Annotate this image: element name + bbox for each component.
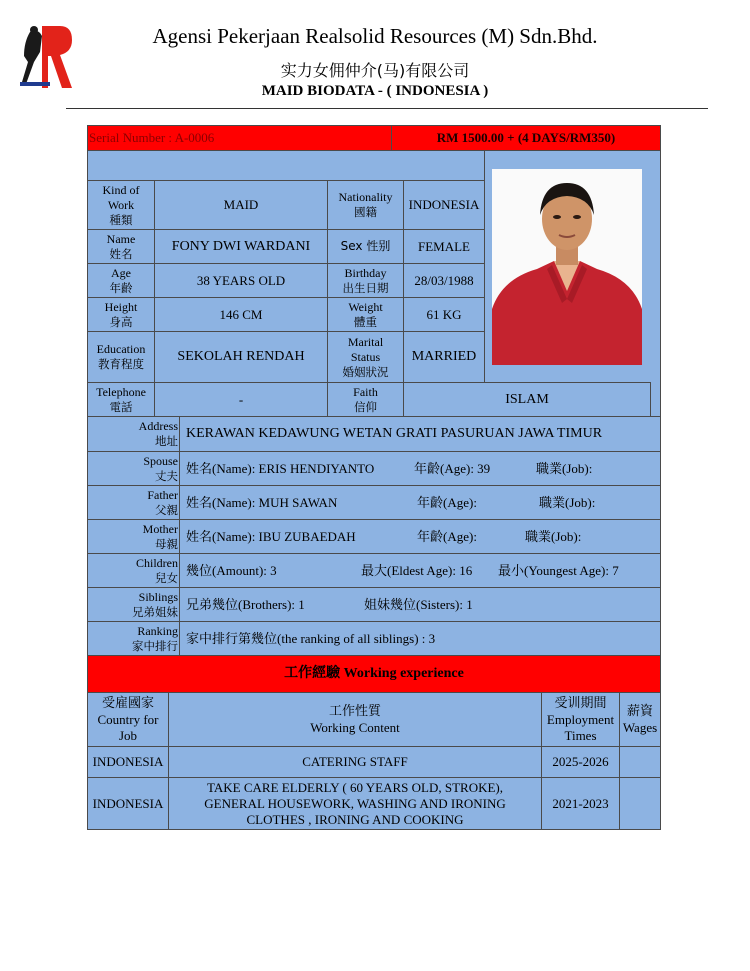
education-value: SEKOLAH RENDAH [154, 331, 328, 383]
serial-number: Serial Number : A-0006 [89, 130, 215, 145]
header-divider [66, 108, 708, 109]
siblings-info [179, 587, 661, 622]
address-label: Address 地址 [87, 416, 180, 452]
weight-value: 61 KG [403, 297, 485, 332]
education-label: Education 教育程度 [87, 331, 155, 383]
working-content-header: 工作性質 Working Content [168, 692, 542, 747]
weight-label: Weight 體重 [327, 297, 404, 332]
company-name: Agensi Pekerjaan Realsolid Resources (M) Sdn.Bhd. [152, 24, 598, 48]
birthday-label: Birthday 出生日期 [327, 263, 404, 298]
wages-header: 薪資 Wages [619, 692, 661, 747]
nationality-value: INDONESIA [403, 180, 485, 230]
mother-name: 姓名(Name): IBU ZUBAEDAH [186, 528, 356, 544]
table-row-2-wages [619, 777, 661, 830]
mother-label: Mother 母親 [87, 519, 180, 554]
marital-status-value: MARRIED [403, 331, 485, 383]
children-amount: 幾位(Amount): 3 [186, 562, 277, 578]
ranking-label: Ranking 家中排行 [87, 621, 180, 656]
spouse-age: 年齡(Age): 39 [414, 460, 491, 476]
siblings-sisters: 姐妹幾位(Sisters): 1 [364, 596, 473, 612]
mother-age: 年齡(Age): [417, 528, 477, 544]
mother-job: 職業(Job): [525, 528, 582, 544]
telephone-value: - [154, 382, 328, 417]
table-row-2-content: TAKE CARE ELDERLY ( 60 YEARS OLD, STROKE), GENERAL HOUSEWORK, WASHING AND IRONING CLOTHES , IRONING AND COOKING [168, 777, 542, 830]
table-row-1-time: 2025-2026 [541, 746, 620, 778]
children-eldest: 最大(Eldest Age): 16 [361, 562, 473, 578]
father-job: 職業(Job): [539, 494, 596, 510]
table-row-1-content: CATERING STAFF [168, 746, 542, 778]
father-label: Father 父親 [87, 485, 180, 520]
spouse-job: 職業(Job): [536, 460, 593, 476]
birthday-value: 28/03/1988 [403, 263, 485, 298]
working-experience-header: 工作經驗 Working experience [87, 655, 661, 693]
spouse-info [179, 451, 661, 486]
photo-side-strip [650, 150, 661, 417]
mother-info [179, 519, 661, 554]
faith-label: Faith 信仰 [327, 382, 404, 417]
table-row-2-country: INDONESIA [87, 777, 169, 830]
serial-number-cell [87, 125, 392, 151]
children-youngest: 最小(Youngest Age): 7 [498, 562, 619, 578]
spouse-label: Spouse 丈夫 [87, 451, 180, 486]
ranking-value: 家中排行第幾位(the ranking of all siblings) : 3 [179, 621, 661, 656]
sex-value: FEMALE [403, 229, 485, 264]
name-value: FONY DWI WARDANI [154, 229, 328, 264]
siblings-label: Siblings 兄弟姐妹 [87, 587, 180, 622]
price-cell [391, 125, 661, 151]
price-text: RM 1500.00 + (4 DAYS/RM350) [436, 130, 616, 145]
father-name: 姓名(Name): MUH SAWAN [186, 494, 338, 510]
spouse-name: 姓名(Name): ERIS HENDIYANTO [186, 460, 375, 476]
country-for-job-header: 受雇國家 Country for Job [87, 692, 169, 747]
table-row-1-wages [619, 746, 661, 778]
address-value: KERAWAN KEDAWUNG WETAN GRATI PASURUAN JAWA TIMUR [179, 416, 661, 452]
faith-value: ISLAM [403, 382, 651, 417]
nationality-label: Nationality 國籍 [327, 180, 404, 230]
table-row-1-country: INDONESIA [87, 746, 169, 778]
height-value: 146 CM [154, 297, 328, 332]
marital-status-label: Marital Status 婚姻狀況 [327, 331, 404, 383]
company-name-chinese: 实力女佣仲介(马)有限公司 [280, 61, 470, 80]
kind-of-work-value: MAID [154, 180, 328, 230]
height-label: Height 身高 [87, 297, 155, 332]
table-row-2-time: 2021-2023 [541, 777, 620, 830]
telephone-label: Telephone 電話 [87, 382, 155, 417]
age-value: 38 YEARS OLD [154, 263, 328, 298]
father-info [179, 485, 661, 520]
employment-times-header: 受训期間 Employment Times [541, 692, 620, 747]
children-info [179, 553, 661, 588]
siblings-brothers: 兄弟幾位(Brothers): 1 [186, 596, 305, 612]
kind-of-work-label: Kind of Work 種類 [87, 180, 155, 230]
maid-photo [492, 169, 642, 365]
blank-header-row [87, 150, 485, 181]
father-age: 年齡(Age): [417, 494, 477, 510]
name-label: Name 姓名 [87, 229, 155, 264]
document-title: MAID BIODATA - ( INDONESIA ) [261, 83, 489, 99]
sex-label: Sex 性别 [327, 229, 404, 264]
age-label: Age 年齡 [87, 263, 155, 298]
children-label: Children 兒女 [87, 553, 180, 588]
